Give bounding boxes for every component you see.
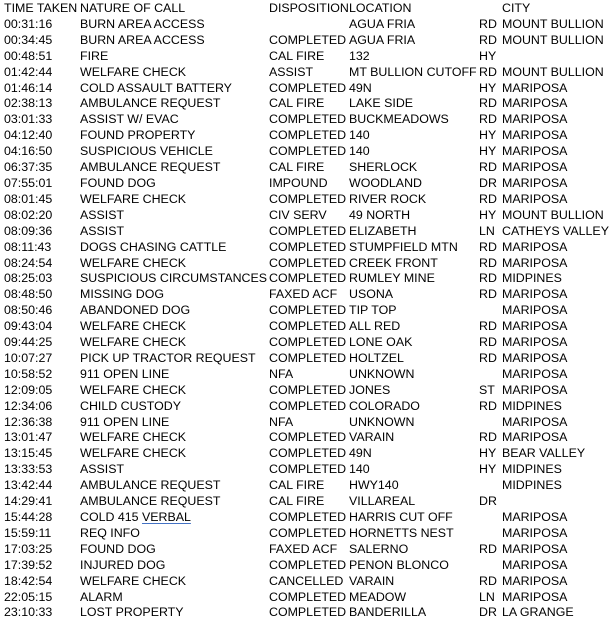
cell-city: MARIPOSA (502, 589, 568, 604)
cell-street-type (479, 367, 502, 383)
cell-disposition: CAL FIRE (269, 96, 325, 111)
cell-time-taken: 09:44:25 (4, 335, 53, 350)
header-location: LOCATION (349, 1, 412, 15)
table-row (4, 605, 614, 621)
cell-location: JONES (349, 382, 391, 397)
cell-location: UNKNOWN (349, 414, 415, 429)
table-row (4, 49, 614, 65)
cell-city: MOUNT BULLION (502, 207, 604, 222)
cell-location: HARRIS CUT OFF (349, 510, 453, 524)
cell-city (502, 49, 614, 65)
cell-disposition: COMPLETED (269, 128, 347, 143)
table-row (4, 160, 614, 176)
cell-nature-of-call: ASSIST (80, 207, 125, 222)
cell-disposition: CAL FIRE (269, 48, 325, 63)
table-row (4, 335, 614, 351)
cell-disposition: CANCELLED (269, 573, 344, 588)
cell-time-taken: 17:39:52 (4, 557, 53, 572)
table-row (4, 96, 614, 112)
cell-location: MT BULLION CUTOFF (349, 64, 477, 79)
table-row (4, 128, 614, 144)
cell-street-type: ST (479, 382, 495, 397)
cell-time-taken: 09:43:04 (4, 319, 53, 334)
cell-disposition: COMPLETED (269, 350, 347, 365)
cell-location: RUMLEY MINE (349, 271, 435, 286)
cell-disposition: FAXED ACF (269, 287, 338, 302)
cell-nature-of-call: MISSING DOG (80, 287, 164, 302)
header-street-type (479, 1, 502, 17)
cell-time-taken: 08:24:54 (4, 255, 53, 270)
cell-nature-of-call: FIRE (80, 48, 109, 63)
cell-disposition: COMPLETED (269, 191, 347, 206)
cell-disposition: COMPLETED (269, 446, 347, 461)
cell-disposition: COMPLETED (269, 303, 347, 318)
cell-disposition: COMPLETED (269, 319, 347, 334)
cell-city: MARIPOSA (502, 319, 568, 334)
cell-street-type: RD (479, 335, 497, 350)
cell-street-type (479, 478, 502, 494)
cell-nature-of-call: ALARM (80, 589, 123, 604)
table-row (4, 319, 614, 335)
cell-time-taken: 13:42:44 (4, 478, 53, 493)
cell-location: UNKNOWN (349, 366, 415, 381)
cell-city: MARIPOSA (502, 191, 568, 206)
table-row (4, 494, 614, 510)
cell-nature-of-call: SUSPICIOUS VEHICLE (80, 144, 213, 159)
cell-nature-of-call: BURN AREA ACCESS (80, 16, 205, 31)
cell-street-type: HY (479, 144, 497, 159)
cell-nature-of-call: BURN AREA ACCESS (80, 32, 205, 47)
cell-nature-of-call: WELFARE CHECK (80, 382, 187, 397)
cell-street-type: RD (479, 398, 497, 413)
table-row (4, 383, 614, 399)
cell-street-type: HY (479, 207, 497, 222)
cell-location: AGUA FRIA (349, 32, 416, 47)
table-row (4, 112, 614, 128)
cell-city: CATHEYS VALLEY (502, 223, 609, 238)
cell-time-taken: 15:44:28 (4, 510, 53, 524)
cell-disposition: COMPLETED (269, 335, 347, 350)
cell-city: MIDPINES (502, 398, 562, 413)
cell-street-type: RD (479, 32, 497, 47)
cell-street-type: DR (479, 605, 497, 620)
table-row (4, 574, 614, 590)
cell-city (502, 494, 614, 510)
header-disposition: DISPOSITION (269, 1, 349, 15)
cell-time-taken: 00:31:16 (4, 16, 53, 31)
cell-street-type: HY (479, 446, 497, 461)
table-row (4, 192, 614, 208)
cell-time-taken: 12:36:38 (4, 414, 53, 429)
cell-disposition: COMPLETED (269, 239, 347, 254)
cell-disposition: NFA (269, 414, 294, 429)
cell-city: MARIPOSA (502, 541, 568, 556)
cell-location: VARAIN (349, 430, 395, 445)
table-row (4, 510, 614, 526)
table-row (4, 256, 614, 272)
cell-nature-of-call: WELFARE CHECK (80, 335, 187, 350)
table-row (4, 367, 614, 383)
table-row (4, 240, 614, 256)
cell-city: LA GRANGE (502, 605, 574, 620)
cell-time-taken: 08:50:46 (4, 303, 53, 318)
cell-disposition: COMPLETED (269, 144, 347, 159)
table-row (4, 415, 614, 431)
cell-time-taken: 03:01:33 (4, 112, 53, 127)
cell-time-taken: 13:33:53 (4, 462, 53, 477)
cell-disposition: COMPLETED (269, 80, 347, 95)
table-row (4, 446, 614, 462)
cell-city: MOUNT BULLION (502, 64, 604, 79)
table-row (4, 399, 614, 415)
cell-time-taken: 17:03:25 (4, 541, 53, 556)
cell-location: BANDERILLA (349, 605, 427, 620)
cell-street-type (479, 303, 502, 319)
cell-city: MARIPOSA (502, 303, 568, 318)
cell-disposition: COMPLETED (269, 398, 347, 413)
cell-street-type (479, 558, 502, 574)
cell-street-type: HY (479, 48, 497, 63)
cell-location: COLORADO (349, 398, 420, 413)
cell-location: PENON BLONCO (349, 557, 449, 572)
cell-time-taken: 08:09:36 (4, 223, 53, 238)
cell-street-type: DR (479, 494, 497, 509)
table-row (4, 208, 614, 224)
table-row (4, 430, 614, 446)
cell-nature-of-call: FOUND DOG (80, 175, 156, 190)
cell-nature-of-call: ASSIST (80, 462, 125, 477)
cell-location: ALL RED (349, 319, 401, 334)
cell-street-type: RD (479, 191, 497, 206)
cell-disposition: NFA (269, 366, 294, 381)
cell-city: MARIPOSA (502, 366, 568, 381)
cell-nature-of-call: WELFARE CHECK (80, 319, 187, 334)
cell-time-taken: 08:48:50 (4, 287, 53, 302)
cell-disposition: CAL FIRE (269, 478, 325, 493)
cell-nature-of-call: FOUND PROPERTY (80, 128, 196, 143)
cell-nature-of-call: 911 OPEN LINE (80, 414, 170, 429)
cell-city: MARIPOSA (502, 557, 568, 572)
cell-city: MOUNT BULLION (502, 16, 604, 31)
cell-location: HWY140 (349, 478, 399, 493)
cell-city: MARIPOSA (502, 414, 568, 429)
cell-city: MIDPINES (502, 271, 562, 286)
cell-city: MARIPOSA (502, 573, 568, 588)
cell-street-type: RD (479, 287, 497, 302)
cell-location: SALERNO (349, 541, 409, 556)
cell-disposition: COMPLETED (269, 557, 347, 572)
cell-location: 49 NORTH (349, 207, 411, 222)
table-row (4, 17, 614, 33)
cell-street-type: LN (479, 589, 495, 604)
cell-street-type: RD (479, 160, 497, 175)
cell-city: MOUNT BULLION (502, 32, 604, 47)
cell-location: 140 (349, 462, 370, 477)
cell-city: MARIPOSA (502, 335, 568, 350)
cell-street-type: RD (479, 239, 497, 254)
cell-street-type (479, 510, 502, 526)
table-row (4, 271, 614, 287)
cell-time-taken: 02:38:13 (4, 96, 53, 111)
cell-disposition: COMPLETED (269, 462, 347, 477)
cell-nature-of-call: WELFARE CHECK (80, 64, 187, 79)
cell-nature-of-call: WELFARE CHECK (80, 573, 187, 588)
cell-nature-of-call: AMBULANCE REQUEST (80, 160, 221, 175)
cell-street-type: RD (479, 255, 497, 270)
cell-nature-of-call: WELFARE CHECK (80, 446, 187, 461)
table-row (4, 176, 614, 192)
cell-nature-of-call: REQ INFO (80, 525, 140, 540)
cell-nature-of-call: SUSPICIOUS CIRCUMSTANCES (80, 271, 268, 286)
cell-street-type: RD (479, 64, 497, 79)
cell-location: HORNETTS NEST (349, 525, 454, 540)
cell-disposition: FAXED ACF (269, 541, 338, 556)
cell-nature-of-call: AMBULANCE REQUEST (80, 494, 221, 509)
cell-location: VILLAREAL (349, 494, 416, 509)
table-row (4, 33, 614, 49)
cell-city: MARIPOSA (502, 350, 568, 365)
table-row (4, 351, 614, 367)
cell-disposition: COMPLETED (269, 589, 347, 604)
header-row (4, 1, 614, 17)
cell-disposition: CAL FIRE (269, 494, 325, 509)
cell-location: ELIZABETH (349, 223, 417, 238)
cell-location: BUCKMEADOWS (349, 112, 449, 127)
cell-location: 49N (349, 80, 372, 95)
table-row (4, 462, 614, 478)
cell-city: MARIPOSA (502, 112, 568, 127)
call-log-table (4, 1, 614, 621)
cell-disposition: IMPOUND (269, 175, 328, 190)
cell-location: CREEK FRONT (349, 255, 438, 270)
cell-disposition: COMPLETED (269, 32, 347, 47)
cell-street-type: LN (479, 223, 495, 238)
cell-nature-of-call: WELFARE CHECK (80, 255, 187, 270)
cell-city: MARIPOSA (502, 382, 568, 397)
cell-location: LONE OAK (349, 335, 413, 350)
cell-street-type: DR (479, 175, 497, 190)
cell-disposition: COMPLETED (269, 223, 347, 238)
table-row (4, 526, 614, 542)
cell-city: MIDPINES (502, 462, 562, 477)
cell-time-taken: 23:10:33 (4, 605, 53, 620)
nature-text: COLD 415 (80, 510, 142, 524)
cell-location: VARAIN (349, 573, 395, 588)
header-city: CITY (502, 1, 531, 15)
cell-location: WOODLAND (349, 175, 422, 190)
cell-location: 132 (349, 48, 370, 63)
cell-time-taken: 08:02:20 (4, 207, 53, 222)
cell-time-taken: 07:55:01 (4, 175, 53, 190)
table-row (4, 81, 614, 97)
cell-time-taken: 00:34:45 (4, 32, 53, 47)
cell-disposition: CIV SERV (269, 207, 327, 222)
cell-time-taken: 13:01:47 (4, 430, 53, 445)
cell-city: MARIPOSA (502, 80, 568, 95)
cell-location: SHERLOCK (349, 160, 418, 175)
cell-time-taken: 04:16:50 (4, 144, 53, 159)
table-row (4, 558, 614, 574)
cell-time-taken: 15:59:11 (4, 525, 52, 540)
cell-disposition (269, 17, 349, 33)
cell-nature-of-call: DOGS CHASING CATTLE (80, 239, 227, 254)
cell-disposition: COMPLETED (269, 271, 347, 286)
cell-street-type: RD (479, 430, 497, 445)
cell-nature-of-call: WELFARE CHECK (80, 191, 187, 206)
cell-city: MARIPOSA (502, 239, 568, 254)
cell-city: MIDPINES (502, 478, 562, 493)
cell-nature-of-call: ABANDONED DOG (80, 303, 191, 318)
cell-nature-of-call: INJURED DOG (80, 557, 166, 572)
cell-time-taken: 08:01:45 (4, 191, 53, 206)
cell-time-taken: 14:29:41 (4, 494, 53, 509)
cell-street-type: RD (479, 96, 497, 111)
cell-city: MARIPOSA (502, 430, 568, 445)
cell-nature-of-call: ASSIST (80, 223, 125, 238)
cell-location: USONA (349, 287, 394, 302)
table-row (4, 224, 614, 240)
cell-city: MARIPOSA (502, 96, 568, 111)
cell-street-type: HY (479, 462, 497, 477)
spellcheck-underlined-word: VERBAL (141, 510, 191, 524)
cell-location: MEADOW (349, 589, 407, 604)
cell-disposition: ASSIST (269, 64, 314, 79)
cell-disposition: COMPLETED (269, 605, 347, 620)
cell-location: 140 (349, 128, 370, 143)
cell-disposition: COMPLETED (269, 382, 347, 397)
cell-nature-of-call: CHILD CUSTODY (80, 398, 181, 413)
cell-nature-of-call: WELFARE CHECK (80, 430, 187, 445)
cell-street-type: RD (479, 350, 497, 365)
cell-nature-of-call: PICK UP TRACTOR REQUEST (80, 350, 256, 365)
cell-street-type: RD (479, 112, 497, 127)
cell-nature-of-call: 911 OPEN LINE (80, 366, 170, 381)
table-row (4, 303, 614, 319)
cell-nature-of-call: LOST PROPERTY (80, 605, 184, 620)
cell-time-taken: 22:05:15 (4, 589, 53, 604)
cell-disposition: COMPLETED (269, 430, 347, 445)
table-row (4, 590, 614, 606)
table-row (4, 478, 614, 494)
cell-disposition: COMPLETED (269, 112, 347, 127)
cell-street-type: HY (479, 128, 497, 143)
cell-city: MARIPOSA (502, 287, 568, 302)
cell-location: TIP TOP (349, 303, 397, 318)
cell-city: MARIPOSA (502, 160, 568, 175)
cell-nature-of-call: COLD ASSAULT BATTERY (80, 80, 232, 95)
cell-street-type: RD (479, 319, 497, 334)
cell-street-type: RD (479, 271, 497, 286)
header-time-taken: TIME TAKEN (4, 1, 78, 15)
cell-time-taken: 12:34:06 (4, 398, 53, 413)
call-log-body (4, 17, 614, 621)
cell-location: 140 (349, 144, 370, 159)
cell-time-taken: 18:42:54 (4, 573, 53, 588)
cell-time-taken: 00:48:51 (4, 48, 53, 63)
cell-time-taken: 10:07:27 (4, 350, 53, 365)
cell-city: BEAR VALLEY (502, 446, 586, 461)
cell-city: MARIPOSA (502, 525, 568, 540)
cell-time-taken: 04:12:40 (4, 128, 53, 143)
cell-time-taken: 01:46:14 (4, 80, 53, 95)
cell-street-type (479, 526, 502, 542)
cell-nature-of-call: FOUND DOG (80, 541, 156, 556)
cell-nature-of-call: ASSIST W/ EVAC (80, 112, 179, 127)
cell-city: MARIPOSA (502, 175, 568, 190)
cell-time-taken: 12:09:05 (4, 382, 53, 397)
cell-location: AGUA FRIA (349, 16, 416, 31)
cell-city: MARIPOSA (502, 128, 568, 143)
cell-city: MARIPOSA (502, 255, 568, 270)
cell-time-taken: 13:15:45 (4, 446, 53, 461)
cell-city: MARIPOSA (502, 510, 568, 524)
cell-disposition: COMPLETED (269, 525, 347, 540)
table-row (4, 144, 614, 160)
cell-location: HOLTZEL (349, 350, 404, 365)
cell-time-taken: 01:42:44 (4, 64, 53, 79)
cell-street-type (479, 415, 502, 431)
table-row (4, 287, 614, 303)
cell-disposition: CAL FIRE (269, 160, 325, 175)
cell-street-type: RD (479, 16, 497, 31)
table-row (4, 542, 614, 558)
cell-nature-of-call: AMBULANCE REQUEST (80, 478, 221, 493)
cell-time-taken: 06:37:35 (4, 160, 53, 175)
cell-location: 49N (349, 446, 372, 461)
cell-location: LAKE SIDE (349, 96, 414, 111)
cell-nature-of-call: AMBULANCE REQUEST (80, 96, 221, 111)
cell-street-type: HY (479, 80, 497, 95)
cell-time-taken: 10:58:52 (4, 366, 53, 381)
cell-nature-of-call (80, 510, 269, 526)
cell-disposition: COMPLETED (269, 510, 347, 524)
cell-disposition: COMPLETED (269, 255, 347, 270)
cell-street-type: RD (479, 573, 497, 588)
cell-street-type: RD (479, 541, 497, 556)
cell-time-taken: 08:11:43 (4, 239, 52, 254)
cell-location: STUMPFIELD MTN (349, 239, 458, 254)
cell-location: RIVER ROCK (349, 191, 427, 206)
cell-time-taken: 08:25:03 (4, 271, 53, 286)
table-row (4, 65, 614, 81)
header-nature-of-call: NATURE OF CALL (80, 1, 186, 15)
cell-city: MARIPOSA (502, 144, 568, 159)
